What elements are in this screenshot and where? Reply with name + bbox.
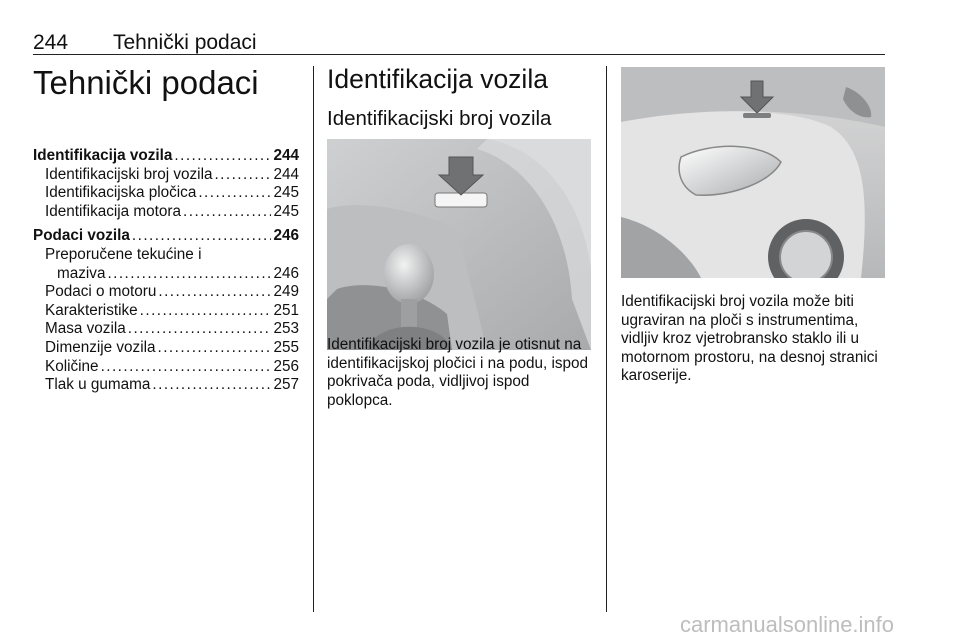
- toc-entry[interactable]: [33, 339, 299, 358]
- toc-entry[interactable]: [33, 203, 299, 222]
- toc-entry[interactable]: [33, 283, 299, 302]
- toc-entry[interactable]: [33, 358, 299, 377]
- subsection-heading: Identifikacijski broj vozila: [327, 107, 552, 130]
- toc-entry-label: Masa vozila: [45, 320, 126, 338]
- toc-entry-page: 246: [273, 264, 299, 282]
- toc-leader-dots: [140, 302, 272, 321]
- toc-entry-page: 249: [273, 283, 299, 301]
- windscreen-vin-description: Identifikacijski broj vozila može biti ugraviran na ploči s instrumentima, vidljiv kroz vjetrobransko staklo ili u motornom prostoru, na desnoj stranici karoserije.: [621, 293, 878, 384]
- toc-entry-page: 256: [273, 357, 299, 375]
- toc-entry-label: Identifikacijski broj vozila: [45, 165, 213, 183]
- toc-entry-page: 251: [273, 301, 299, 319]
- running-title: Tehnički podaci: [113, 31, 257, 54]
- toc-entry[interactable]: [33, 184, 299, 203]
- toc-entry-label: maziva: [57, 264, 106, 282]
- toc-entry-label: Identifikacija vozila: [33, 147, 173, 164]
- section-heading: Identifikacija vozila: [327, 64, 548, 94]
- toc-leader-dots: [174, 147, 271, 166]
- toc-entry[interactable]: [33, 246, 299, 265]
- toc-entry-label: Dimenzije vozila: [45, 338, 156, 356]
- table-of-contents: [33, 147, 299, 395]
- toc-entry-label: Podaci o motoru: [45, 283, 157, 301]
- toc-leader-dots: [183, 203, 271, 222]
- header-rule: [33, 54, 885, 55]
- column-divider-right: [606, 66, 607, 612]
- toc-entry-page: 245: [273, 202, 299, 220]
- toc-entry-label: Količine: [45, 357, 99, 375]
- toc-entry-page: 244: [273, 165, 299, 183]
- toc-entry-label: Preporučene tekućine i: [45, 245, 202, 263]
- toc-leader-dots: [152, 376, 271, 395]
- toc-leader-dots: [132, 227, 272, 246]
- toc-entry[interactable]: [33, 376, 299, 395]
- toc-leader-dots: [128, 320, 272, 339]
- watermark: carmanualsonline.info: [680, 612, 895, 637]
- toc-leader-dots: [158, 283, 271, 302]
- toc-leader-dots: [214, 166, 271, 185]
- toc-entry-label: Identifikacijska pločica: [45, 184, 197, 202]
- vin-plate-floor-image: [327, 139, 591, 350]
- toc-leader-dots: [101, 358, 272, 377]
- toc-leader-dots: [107, 265, 271, 284]
- toc-entry-page: 255: [273, 338, 299, 356]
- toc-entry[interactable]: [33, 166, 299, 185]
- toc-entry-page: 244: [273, 147, 299, 164]
- toc-entry-page: 257: [273, 376, 299, 394]
- toc-entry[interactable]: [33, 302, 299, 321]
- toc-entry[interactable]: [33, 320, 299, 339]
- floor-vin-description: Identifikacijski broj vozila je otisnut na identifikacijskoj pločici i na podu, ispod pokrivača poda, vidljivoj ispod poklopca.: [327, 336, 589, 409]
- column-divider-left: [313, 66, 314, 612]
- toc-entry-page: 246: [273, 227, 299, 245]
- vin-windscreen-image: [621, 67, 885, 278]
- toc-entry[interactable]: [33, 227, 299, 246]
- toc-leader-dots: [198, 184, 271, 203]
- toc-entry-label: Karakteristike: [45, 301, 138, 319]
- toc-entry[interactable]: [33, 147, 299, 166]
- chapter-title: Tehnički podaci: [33, 64, 259, 101]
- page-number: 244: [33, 31, 69, 54]
- toc-entry-label: Podaci vozila: [33, 227, 130, 245]
- toc-entry[interactable]: [33, 265, 299, 284]
- toc-entry-label: Tlak u gumama: [45, 376, 151, 394]
- toc-leader-dots: [158, 339, 272, 358]
- toc-entry-page: 253: [273, 320, 299, 338]
- toc-entry-label: Identifikacija motora: [45, 202, 182, 220]
- toc-entry-page: 245: [273, 184, 299, 202]
